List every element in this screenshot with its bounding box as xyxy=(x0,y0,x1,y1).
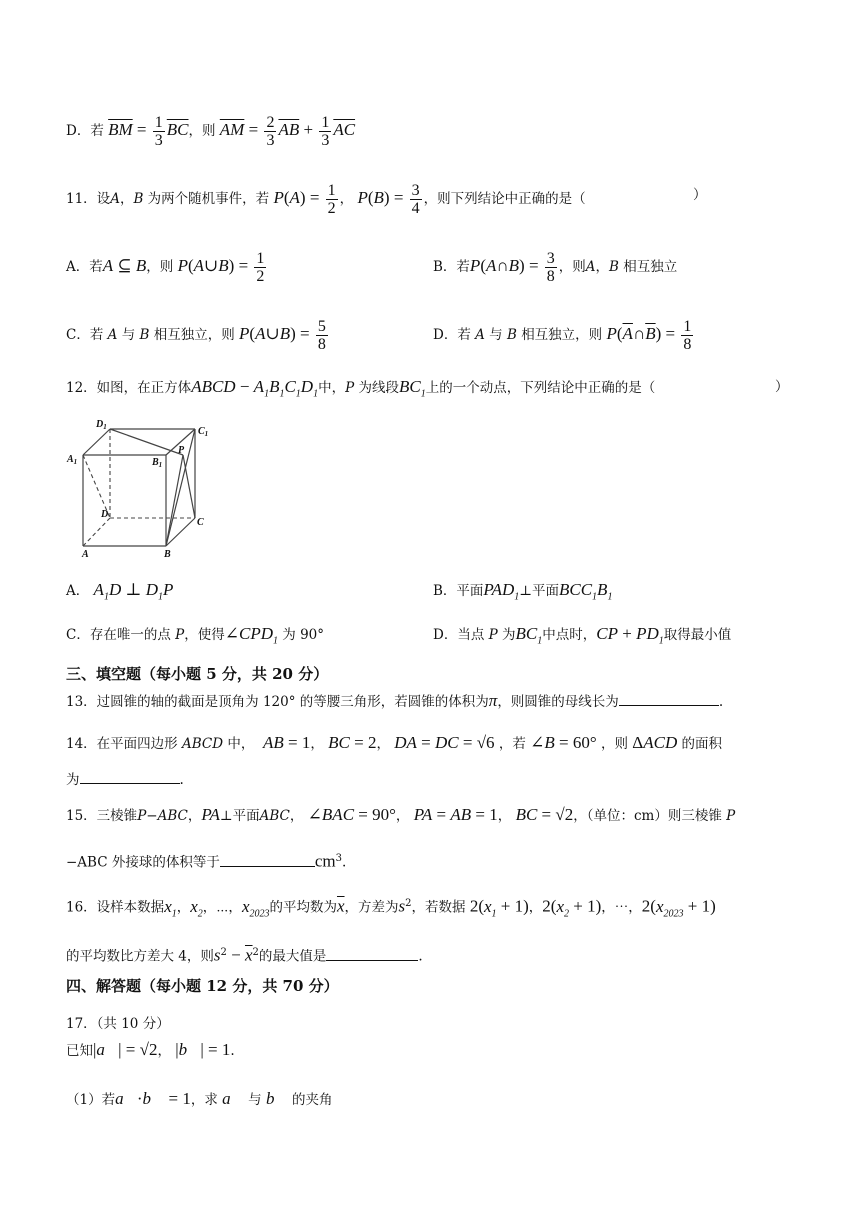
q12-stem: 12．如图，在正方体ABCD − $A_1B_1C_1D_1$中，P 为线段$BC_1$上的一个动点，下列结论中正确的是（ xyxy=(66,377,656,400)
q11-close-paren: ） xyxy=(693,187,707,203)
q13: 13．过圆锥的轴的截面是顶角为 120° 的等腰三角形，若圆锥的体积为π，则圆锥的母线长为 . xyxy=(66,691,724,710)
q17-heading: 17．（共 10 分） xyxy=(66,1016,170,1032)
q12-option-d: D．当点 P 为$BC_1$中点时，CP + $PD_1$取得最小值 xyxy=(433,624,732,647)
section-4-title: 四、解答题（每小题 12 分，共 70 分） xyxy=(66,977,339,995)
label-B1: $B_1$ xyxy=(152,457,163,469)
label-C: C xyxy=(197,517,204,528)
q11-option-b: B．若P(A∩B) = $\frac{3}{8}$ ，则A，B 相互独立 xyxy=(433,250,678,285)
q15-line2: −ABC 外接球的体积等于 $cm^3$. xyxy=(66,851,347,871)
q17-part1: （1）若a⃗·b⃗ = 1，求 a⃗ 与 b⃗ 的夹角 xyxy=(66,1089,333,1108)
q14-line2: 为 . xyxy=(66,769,184,790)
label-C1: $C_1$ xyxy=(198,426,209,438)
q14: 14．在平面四边形 ABCD 中， AB = 1， BC = 2， DA = DC = √6 ，若 ∠B = 60° ，则 ΔACD 的面积 xyxy=(66,733,723,752)
label-P: P xyxy=(178,445,185,456)
section-3-title: 三、填空题（每小题 5 分，共 20 分） xyxy=(66,665,329,683)
q11-option-a: A．若A ⊆ B，则 P(A∪B) = $\frac{1}{2}$ xyxy=(66,250,265,285)
q11-option-c: C．若 A 与 B 相互独立，则 P(A∪B) = $\frac{5}{8}$ xyxy=(66,318,326,353)
q12-option-a: A． $A_1D$ ⊥ $D_1P$ xyxy=(66,580,174,603)
q11-option-d: D．若 A 与 B 相互独立，则 $P(\overline{A}\cap\overline{B})$ = $\frac{1}{8}$ xyxy=(433,318,692,353)
label-A1: $A_1$ xyxy=(67,454,78,466)
q16-line2: 的平均数比方差大 4，则$s^2 - \overline{x}^2$的最大值是 . xyxy=(66,945,423,965)
q11-stem: 11．设A，B 为两个随机事件，若 P(A) = $\frac{1}{2}$ ， P(B) = $\frac{3}{4}$ ，则下列结论中正确的是（ xyxy=(66,182,586,217)
q16: 16．设样本数据$x_1$，$x_2$，⋯，$x_{2023}$的平均数为$\overline{x}$，方差为$s^2$，若数据 $2(x_1 + 1)$，$2(x_2 + 1)$，⋯，$2(x_{2023} + 1)$ xyxy=(66,896,716,919)
q12-option-b: B．平面$PAD_1\perp$平面$BCC_1B_1$ xyxy=(433,580,613,603)
label-D: D xyxy=(101,509,109,520)
q12-option-c: C．存在唯一的点 P，使得$\angle CPD_1$ 为 90° xyxy=(66,624,325,647)
q10-option-d: D．若 $\overline{BM}$ = $\frac{1}{3}$ $\overline{BC}$，则 $\overline{AM}$ = $\frac{2}{3}$ $\overline{AB}$ + $\frac{1}{3}$ $\overline{AC}$ xyxy=(66,114,356,149)
q17-given: 已知|a⃗| = √2， |b⃗| = 1. xyxy=(66,1040,235,1059)
cube-figure xyxy=(64,412,214,562)
q15: 15．三棱锥P−ABC，PA⊥平面ABC， ∠BAC = 90°， PA = AB = 1， BC = √2，（单位：cm）则三棱锥 P xyxy=(66,805,736,824)
label-A: A xyxy=(82,549,89,560)
label-B: B xyxy=(164,549,171,560)
label-D1: $D_1$ xyxy=(96,419,107,431)
q12-close-paren: ） xyxy=(775,379,789,395)
